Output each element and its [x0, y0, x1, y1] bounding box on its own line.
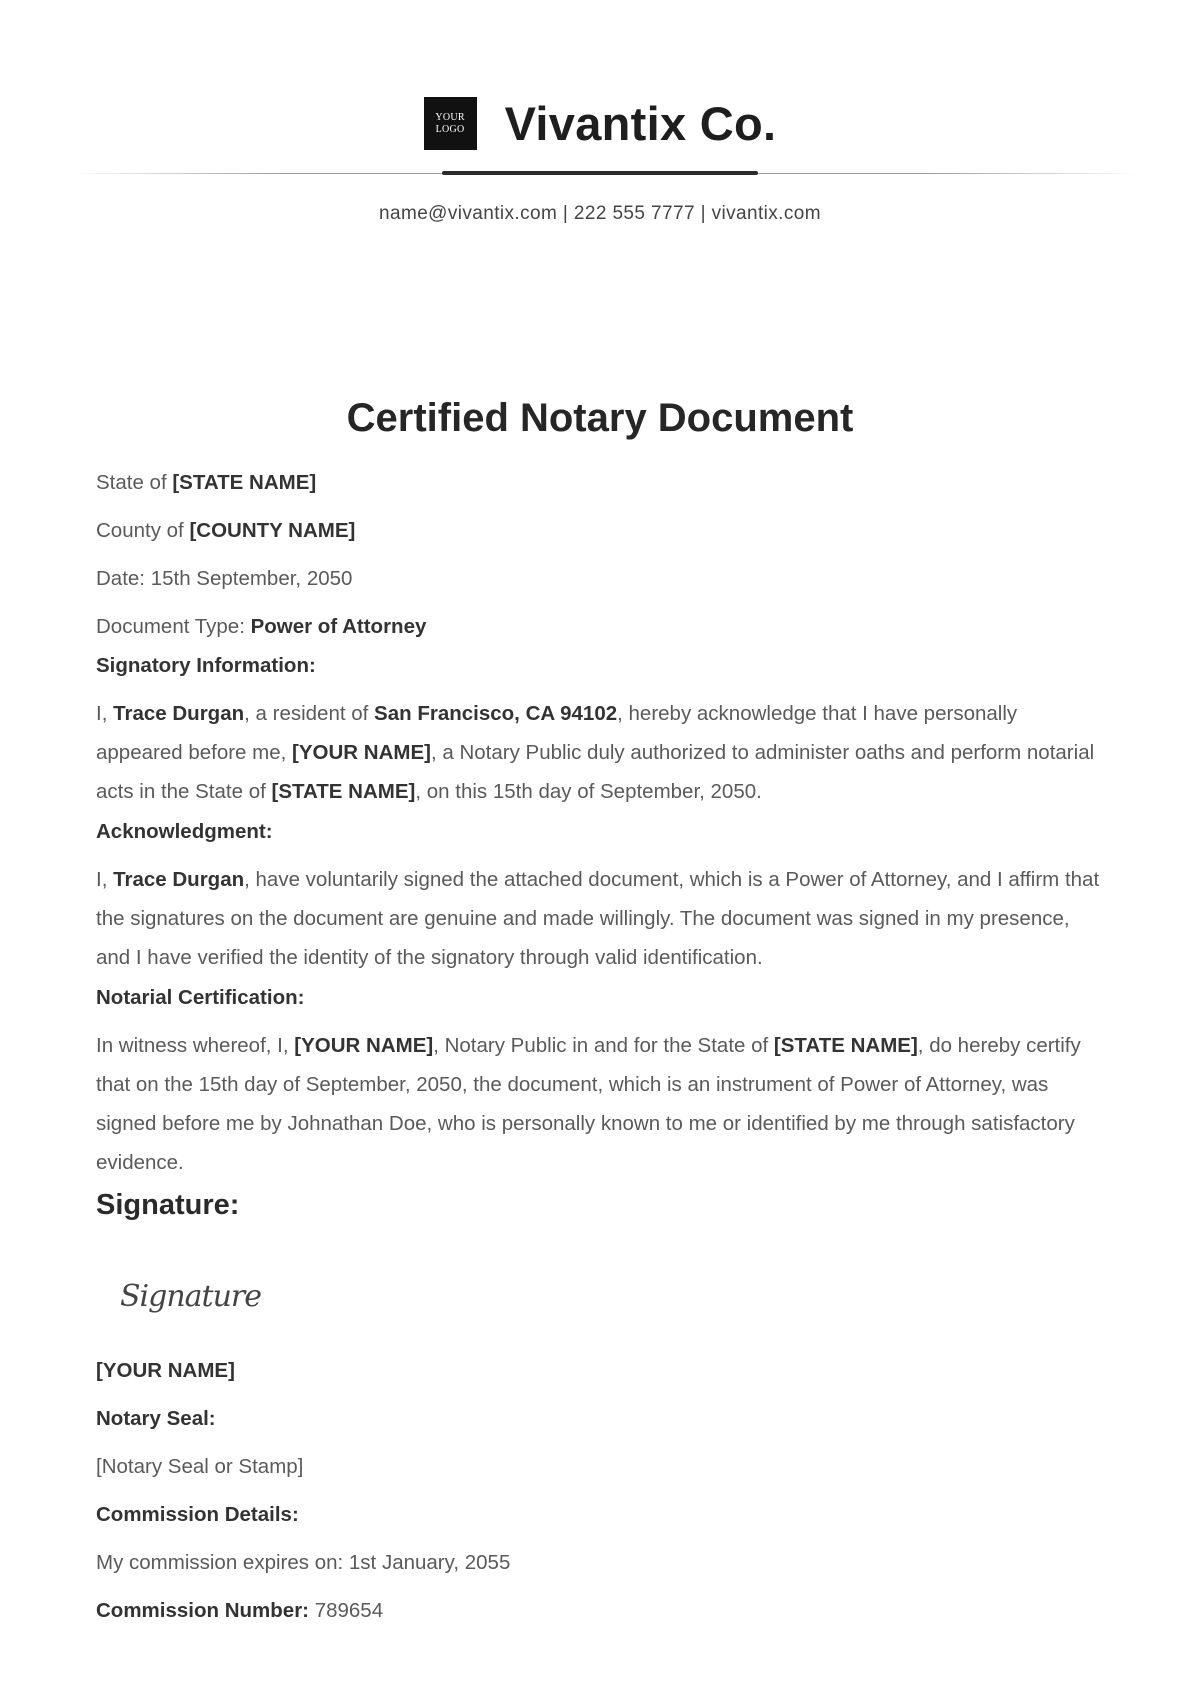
- acknowledgment-paragraph: [96, 860, 1106, 977]
- company-name: Vivantix Co.: [504, 97, 777, 150]
- text: , have voluntarily signed the attached document, which is a Power of Attorney, and I affirm that the signatures on the document are genuine and made willingly. The document was signed in my presence, and I have verified the identity of the signatory through valid identification.: [96, 868, 1100, 969]
- commission-expiry: My commission expires on: 1st January, 2055: [96, 1551, 511, 1574]
- letterhead: [0, 96, 1200, 151]
- contact-info: name@vivantix.com | 222 555 7777 | vivantix.com: [379, 203, 821, 224]
- county-value: [COUNTY NAME]: [189, 519, 356, 542]
- document-type-line: [96, 607, 1106, 646]
- signatory-heading: Signatory Information:: [96, 654, 316, 677]
- commission-heading: Commission Details:: [96, 1503, 299, 1526]
- text: , on this 15th day of September, 2050.: [415, 780, 762, 803]
- document-body: [96, 463, 1106, 1639]
- signature-heading: Signature:: [96, 1189, 240, 1221]
- document-type-value: Power of Attorney: [250, 615, 427, 638]
- signatory-name: Trace Durgan: [113, 868, 245, 891]
- certification-paragraph: [96, 1026, 1106, 1182]
- state-value: [STATE NAME]: [172, 471, 317, 494]
- text: I,: [96, 868, 114, 891]
- state-placeholder: [STATE NAME]: [773, 1034, 918, 1057]
- signature-image: Signature: [120, 1279, 262, 1314]
- text: I,: [96, 702, 114, 725]
- county-label: County of: [96, 519, 190, 542]
- signatory-paragraph: [96, 694, 1106, 811]
- document-title: Certified Notary Document: [346, 396, 854, 440]
- acknowledgment-heading: Acknowledgment:: [96, 820, 273, 843]
- text: , hereby acknowledge that I have personally appeared before me,: [96, 702, 1018, 764]
- notary-seal-heading: Notary Seal:: [96, 1407, 216, 1430]
- text: , do hereby certify that on the 15th day of September, 2050, the document, which is an instrument of Power of Attorney, was signed before me by Johnathan Doe, who is personally known to me or identified by me through satisfactory evidence.: [96, 1034, 1081, 1174]
- signatory-address: San Francisco, CA 94102: [374, 702, 618, 725]
- signer-name: [YOUR NAME]: [96, 1359, 235, 1382]
- commission-number-label: Commission Number:: [96, 1599, 309, 1622]
- commission-number-line: [96, 1591, 1106, 1630]
- county-line: [96, 511, 1106, 550]
- notary-name-placeholder: [YOUR NAME]: [294, 1034, 434, 1057]
- text: , a Notary Public duly authorized to administer oaths and perform notarial acts in the State of: [96, 741, 1095, 803]
- document-type-label: Document Type:: [96, 615, 251, 638]
- text: In witness whereof, I,: [96, 1034, 295, 1057]
- notary-name-placeholder: [YOUR NAME]: [292, 741, 431, 764]
- header-accent-divider: [442, 171, 758, 175]
- text: , a resident of: [244, 702, 375, 725]
- text: , Notary Public in and for the State of: [433, 1034, 774, 1057]
- date-line: Date: 15th September, 2050: [96, 567, 353, 590]
- state-label: State of: [96, 471, 173, 494]
- certification-heading: Notarial Certification:: [96, 986, 305, 1009]
- state-placeholder: [STATE NAME]: [271, 780, 416, 803]
- logo-text-line1: YOUR: [435, 111, 465, 123]
- logo-text-line2: LOGO: [435, 123, 465, 135]
- signatory-name: Trace Durgan: [113, 702, 245, 725]
- commission-number-value: 789654: [309, 1599, 384, 1622]
- state-line: [96, 463, 1106, 502]
- notary-seal-value: [Notary Seal or Stamp]: [96, 1455, 304, 1478]
- logo-placeholder: [424, 97, 477, 150]
